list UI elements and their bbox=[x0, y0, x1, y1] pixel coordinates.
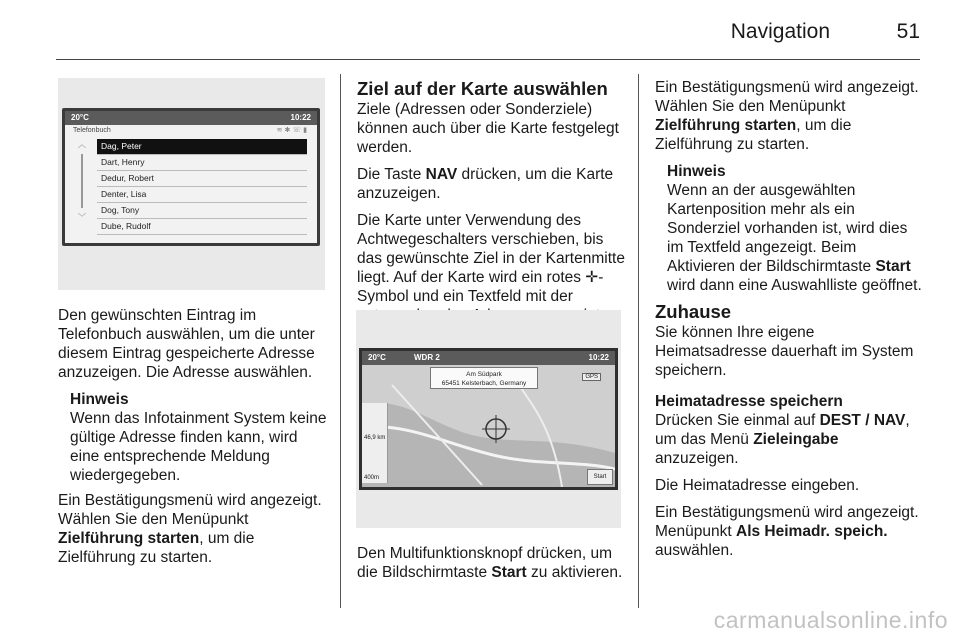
column-divider bbox=[340, 74, 341, 608]
screen-title-bar bbox=[65, 125, 317, 137]
scroll-track[interactable] bbox=[81, 154, 83, 208]
bluetooth-icon: ✱ bbox=[284, 127, 293, 134]
start-button[interactable]: Start bbox=[587, 469, 613, 485]
temperature: 20°C bbox=[71, 113, 89, 122]
address-city: 65451 Kelsterbach, Germany bbox=[441, 380, 527, 387]
list-item[interactable]: Dog, Tony bbox=[97, 203, 307, 219]
page-header bbox=[56, 0, 920, 60]
text: Drücken Sie einmal auf bbox=[655, 412, 820, 429]
list-scrollbar[interactable] bbox=[75, 139, 89, 229]
paragraph bbox=[357, 165, 629, 203]
clock: 10:22 bbox=[588, 353, 609, 362]
note-text: Wenn das Infotainment System keine gültige Adresse finden kann, wird eine entsprechende Meldung wiedergegeben. bbox=[70, 410, 327, 484]
signal-icon: ≋ bbox=[276, 127, 285, 134]
list-item[interactable]: Dart, Henry bbox=[97, 155, 307, 171]
map-screenshot bbox=[356, 310, 621, 528]
chevron-down-icon[interactable]: ﹀ bbox=[78, 213, 86, 222]
section-heading: Ziel auf der Karte auswählen bbox=[357, 78, 608, 99]
paragraph bbox=[655, 78, 925, 154]
clock: 10:22 bbox=[290, 113, 311, 122]
text: Ein Bestätigungsmenü wird angezeigt. Wählen Sie den Menüpunkt bbox=[58, 492, 322, 528]
menu-item-name: Als Heimadr. speich. bbox=[736, 523, 888, 540]
note bbox=[70, 390, 330, 485]
text: anzuzeigen. bbox=[655, 450, 739, 467]
text: Den Multifunktionsknopf drücken, um die Bildschirmtaste bbox=[357, 545, 613, 581]
column-3 bbox=[655, 78, 925, 568]
status-icons bbox=[277, 126, 309, 134]
map-screen bbox=[359, 348, 618, 490]
status-bar bbox=[362, 351, 615, 365]
button-name: Start bbox=[491, 564, 527, 581]
section-title: Navigation bbox=[730, 20, 830, 43]
radio-station: WDR 2 bbox=[414, 353, 440, 362]
list-item[interactable]: Dag, Peter bbox=[97, 139, 307, 155]
page-number: 51 bbox=[896, 20, 920, 43]
phonebook-screenshot bbox=[58, 78, 325, 290]
gps-badge: GPS bbox=[582, 373, 601, 381]
text: auswählen. bbox=[655, 542, 734, 559]
list-item[interactable]: Dedur, Robert bbox=[97, 171, 307, 187]
scale-readout: 400m bbox=[364, 475, 380, 481]
menu-name: Zieleingabe bbox=[753, 431, 839, 448]
paragraph bbox=[655, 411, 925, 468]
temperature: 20°C bbox=[368, 353, 386, 362]
column-divider bbox=[638, 74, 639, 608]
note-heading: Hinweis bbox=[70, 391, 129, 408]
column-2-bottom bbox=[357, 544, 629, 590]
address-street: Am Südpark bbox=[466, 371, 502, 378]
status-bar bbox=[65, 111, 317, 125]
note-text: Wenn an der ausgewählten Kartenposition mehr als ein Sonderziel vorhanden ist, wird dies im Textfeld angezeigt. Beim Aktivieren der Bildschirmtaste bbox=[667, 182, 908, 275]
note-heading: Hinweis bbox=[667, 163, 726, 180]
phonebook-screen bbox=[62, 108, 320, 246]
chevron-up-icon[interactable]: ︿ bbox=[78, 140, 86, 149]
phonebook-list bbox=[97, 139, 307, 235]
screen-title: Telefonbuch bbox=[73, 127, 111, 134]
paragraph bbox=[655, 503, 925, 560]
paragraph bbox=[58, 491, 330, 567]
paragraph bbox=[357, 544, 629, 582]
watermark: carmanualsonline.info bbox=[713, 607, 948, 633]
button-name: DEST / NAV bbox=[819, 412, 906, 429]
text: , um die Zielführung zu starten. bbox=[58, 530, 255, 566]
paragraph: Die Heimatadresse eingeben. bbox=[655, 477, 860, 494]
note bbox=[667, 162, 925, 295]
note-text: wird dann eine Auswahlliste geöffnet. bbox=[667, 277, 922, 294]
distance-readout: 46,9 km bbox=[364, 435, 386, 441]
list-item[interactable]: Dube, Rudolf bbox=[97, 219, 307, 235]
section-heading: Zuhause bbox=[655, 301, 732, 322]
text: , um das Menü bbox=[655, 412, 910, 448]
menu-item-name: Zielführung starten bbox=[655, 117, 797, 134]
text: zu aktivieren. bbox=[526, 564, 623, 581]
paragraph: Sie können Ihre eigene Heimatsadresse dauerhaft im System speichern. bbox=[655, 324, 914, 379]
text: , um die Zielführung zu starten. bbox=[655, 117, 852, 153]
paragraph: Ziele (Adressen oder Sonderziele) können auch über die Karte festgelegt werden. bbox=[357, 101, 619, 156]
column-2 bbox=[357, 78, 629, 333]
battery-icon: ▮ bbox=[303, 127, 309, 134]
map-side-panel bbox=[362, 403, 388, 483]
column-1 bbox=[58, 306, 330, 575]
text: drücken, um die Karte anzuzeigen. bbox=[357, 166, 614, 202]
text: Die Taste bbox=[357, 166, 426, 183]
text: Ein Bestätigungsmenü wird angezeigt. Menüpunkt bbox=[655, 504, 919, 540]
paragraph: Den gewünschten Eintrag im Telefonbuch auswählen, um die unter diesem Eintrag gespeicherte Adresse anzuzeigen. Die Adresse auswählen. bbox=[58, 307, 315, 381]
paragraph: Die Karte unter Verwendung des Achtwegeschalters verschieben, bis das gewünschte Ziel in der Kartenmitte liegt. Auf der Karte wird ein rotes ✛-Symbol und ein Textfeld mit der bbox=[357, 212, 625, 305]
phone-icon: ☏ bbox=[292, 127, 304, 134]
button-name: NAV bbox=[425, 166, 458, 183]
address-textbox bbox=[430, 367, 538, 389]
subsection-heading: Heimatadresse speichern bbox=[655, 393, 843, 410]
text: Ein Bestätigungsmenü wird angezeigt. Wählen Sie den Menüpunkt bbox=[655, 79, 919, 115]
list-item[interactable]: Denter, Lisa bbox=[97, 187, 307, 203]
button-name: Start bbox=[875, 258, 911, 275]
menu-item-name: Zielführung starten bbox=[58, 530, 200, 547]
